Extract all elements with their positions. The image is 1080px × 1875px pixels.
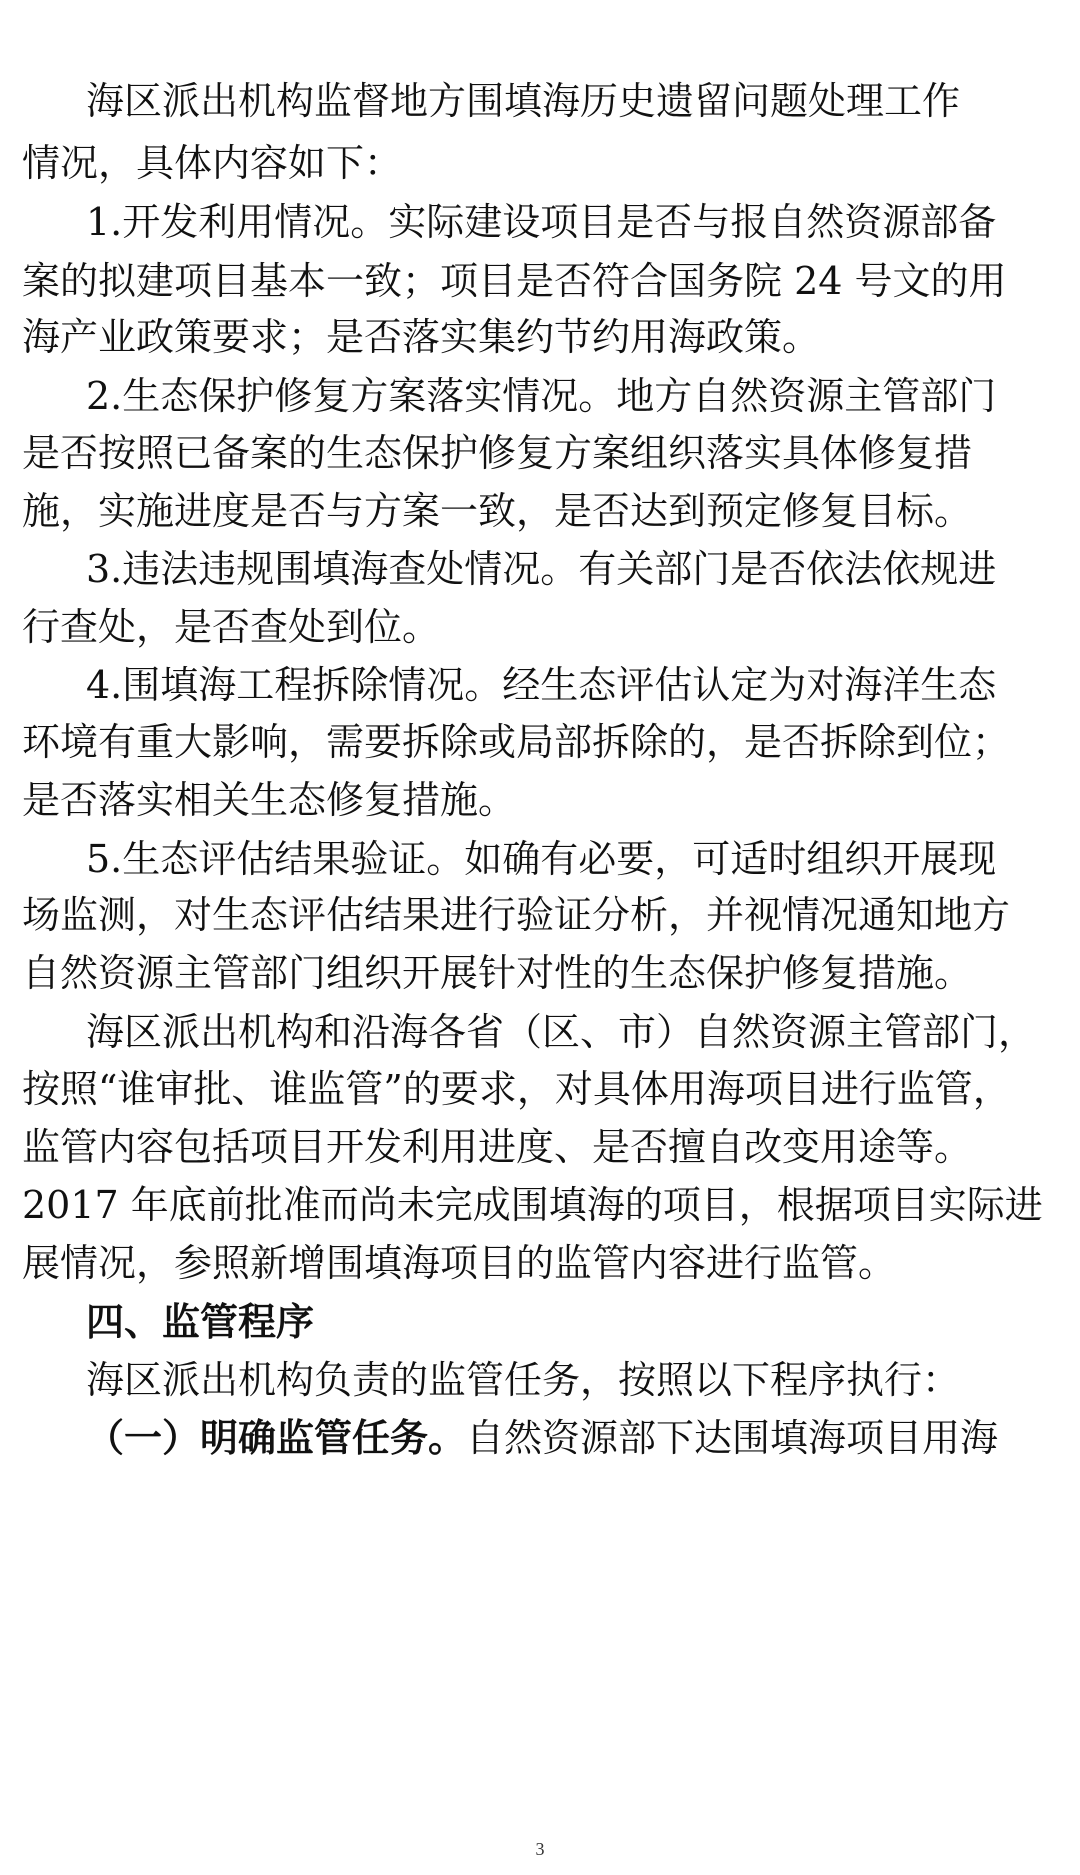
text-line: 环境有重大影响，需要拆除或局部拆除的，是否拆除到位； xyxy=(22,720,1011,764)
text-line: 海产业政策要求；是否落实集约节约用海政策。 xyxy=(22,315,821,359)
text-line: 2017 年底前批准而尚未完成围填海的项目，根据项目实际进 xyxy=(22,1183,1043,1227)
text-line: 4.围填海工程拆除情况。经生态评估认定为对海洋生态 xyxy=(86,663,997,707)
text-line: 监管内容包括项目开发利用进度、是否擅自改变用途等。 xyxy=(22,1125,973,1169)
text-line: 1.开发利用情况。实际建设项目是否与报自然资源部备 xyxy=(86,200,997,244)
text-line: 场监测，对生态评估结果进行验证分析，并视情况通知地方 xyxy=(22,893,1011,937)
text-line: 自然资源主管部门组织开展针对性的生态保护修复措施。 xyxy=(22,951,973,995)
text-line: 案的拟建项目基本一致；项目是否符合国务院 24 号文的用 xyxy=(22,259,1007,303)
text-line: 海区派出机构监督地方围填海历史遗留问题处理工作 xyxy=(86,79,961,123)
text-line: 是否落实相关生态修复措施。 xyxy=(22,778,517,822)
text-line: 海区派出机构负责的监管任务，按照以下程序执行： xyxy=(86,1358,961,1402)
text-line: 情况，具体内容如下： xyxy=(22,141,403,185)
page-number: 3 xyxy=(535,1839,545,1859)
text-line: 3.违法违规围填海查处情况。有关部门是否依法依规进 xyxy=(86,547,997,591)
text-line: 2.生态保护修复方案落实情况。地方自然资源主管部门 xyxy=(86,374,997,418)
text-line: 展情况，参照新增围填海项目的监管内容进行监管。 xyxy=(22,1241,897,1285)
text-line: 行查处，是否查处到位。 xyxy=(22,605,441,649)
text-line xyxy=(0,1407,1080,1469)
text-line: 施，实施进度是否与方案一致，是否达到预定修复目标。 xyxy=(22,489,973,533)
text-line: 是否按照已备案的生态保护修复方案组织落实具体修复措 xyxy=(22,431,973,475)
text-line: 海区派出机构和沿海各省（区、市）自然资源主管部门， xyxy=(86,1010,1037,1054)
text-line: 5.生态评估结果验证。如确有必要，可适时组织开展现 xyxy=(86,837,997,881)
subsection-text: 自然资源部下达围填海项目用海 xyxy=(466,1416,999,1460)
text-line: 按照“谁审批、谁监管”的要求，对具体用海项目进行监管， xyxy=(22,1067,1011,1111)
section-heading: 四、监管程序 xyxy=(86,1300,315,1344)
subsection-title: （一）明确监管任务。 xyxy=(86,1415,467,1460)
